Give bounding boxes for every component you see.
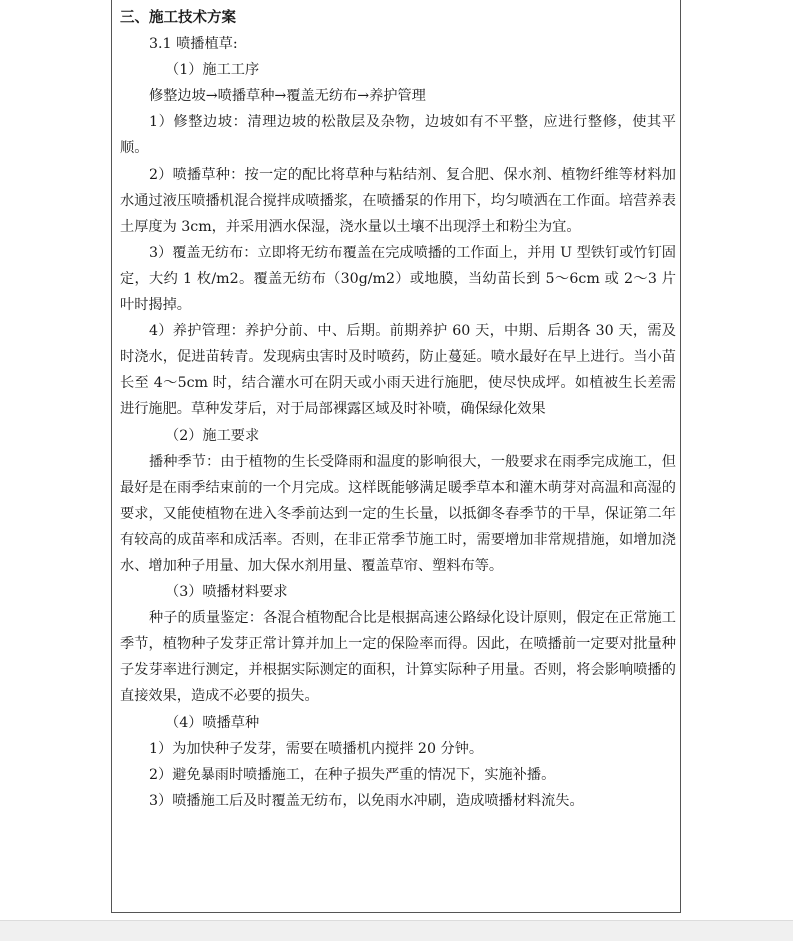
paragraph: 种子的质量鉴定：各混合植物配合比是根据高速公路绿化设计原则，假定在正常施工季节，植物种子发芽正常计算并加上一定的保险率而得。因此，在喷播前一定要对批量种子发芽率进行测定，并根据实际测定的面积，计算实际种子用量。否则，将会影响喷播的直接效果，造成不必要的损失。 (120, 610, 676, 705)
paragraph: 4）养护管理：养护分前、中、后期。前期养护 60 天，中期、后期各 30 天，需及时浇水，促进苗转青。发现病虫害时及时喷药，防止蔓延。喷水最好在早上进行。当小苗长至 4～5cm 时，结合灌水可在阴天或小雨天进行施肥，使尽快成坪。如植被生长差需进行施肥。草种发芽后，对于局部裸露区域及时补喷，确保绿化效果 (120, 323, 676, 418)
item-title: （1）施工工序 (165, 62, 260, 79)
section-heading: 三、施工技术方案 (120, 10, 236, 26)
item-title: （4）喷播草种 (165, 714, 260, 731)
paragraph: 1）修整边坡：清理边坡的松散层及杂物，边坡如有不平整，应进行整修，使其平顺。 (120, 114, 676, 157)
paragraph: 3）喷播施工后及时覆盖无纺布，以免雨水冲刷，造成喷播材料流失。 (149, 792, 584, 809)
page-bottom-strip (0, 920, 793, 941)
item-title: （2）施工要求 (165, 427, 260, 444)
paragraph: 2）避免暴雨时喷播施工，在种子损失严重的情况下，实施补播。 (149, 766, 556, 783)
process-flow: 修整边坡→喷播草种→覆盖无纺布→养护管理 (149, 88, 426, 105)
paragraph: 播种季节：由于植物的生长受降雨和温度的影响很大，一般要求在雨季完成施工，但最好是在雨季结束前的一个月完成。这样既能够满足暖季草本和灌木萌芽对高温和高湿的要求，又能使植物在进入冬季前达到一定的生长量，以抵御冬春季节的干旱，保证第二年有较高的成苗率和成活率。否则，在非正常季节施工时，需要增加非常规措施，如增加浇水、增加种子用量、加大保水剂用量、覆盖草帘、塑料布等。 (120, 453, 676, 574)
paragraph: 1）为加快种子发芽，需要在喷播机内搅拌 20 分钟。 (149, 740, 484, 757)
paragraph: 2）喷播草种：按一定的配比将草种与粘结剂、复合肥、保水剂、植物纤维等材料加水通过液压喷播机混合搅拌成喷播浆，在喷播泵的作用下，均匀喷洒在工作面。培营养表土厚度为 3cm，并采用洒水保湿，浇水量以土壤不出现浮土和粉尘为宜。 (120, 166, 676, 235)
paragraph: 3）覆盖无纺布：立即将无纺布覆盖在完成喷播的工作面上，并用 U 型铁钉或竹钉固定，大约 1 枚/m2。覆盖无纺布（30g/m2）或地膜，当幼苗长到 5～6cm 或 2～3 片叶时揭掉。 (120, 244, 676, 314)
subsection-title: 3.1 喷播植草: (149, 36, 238, 53)
item-title: （3）喷播材料要求 (165, 584, 288, 601)
document-body (120, 5, 676, 814)
